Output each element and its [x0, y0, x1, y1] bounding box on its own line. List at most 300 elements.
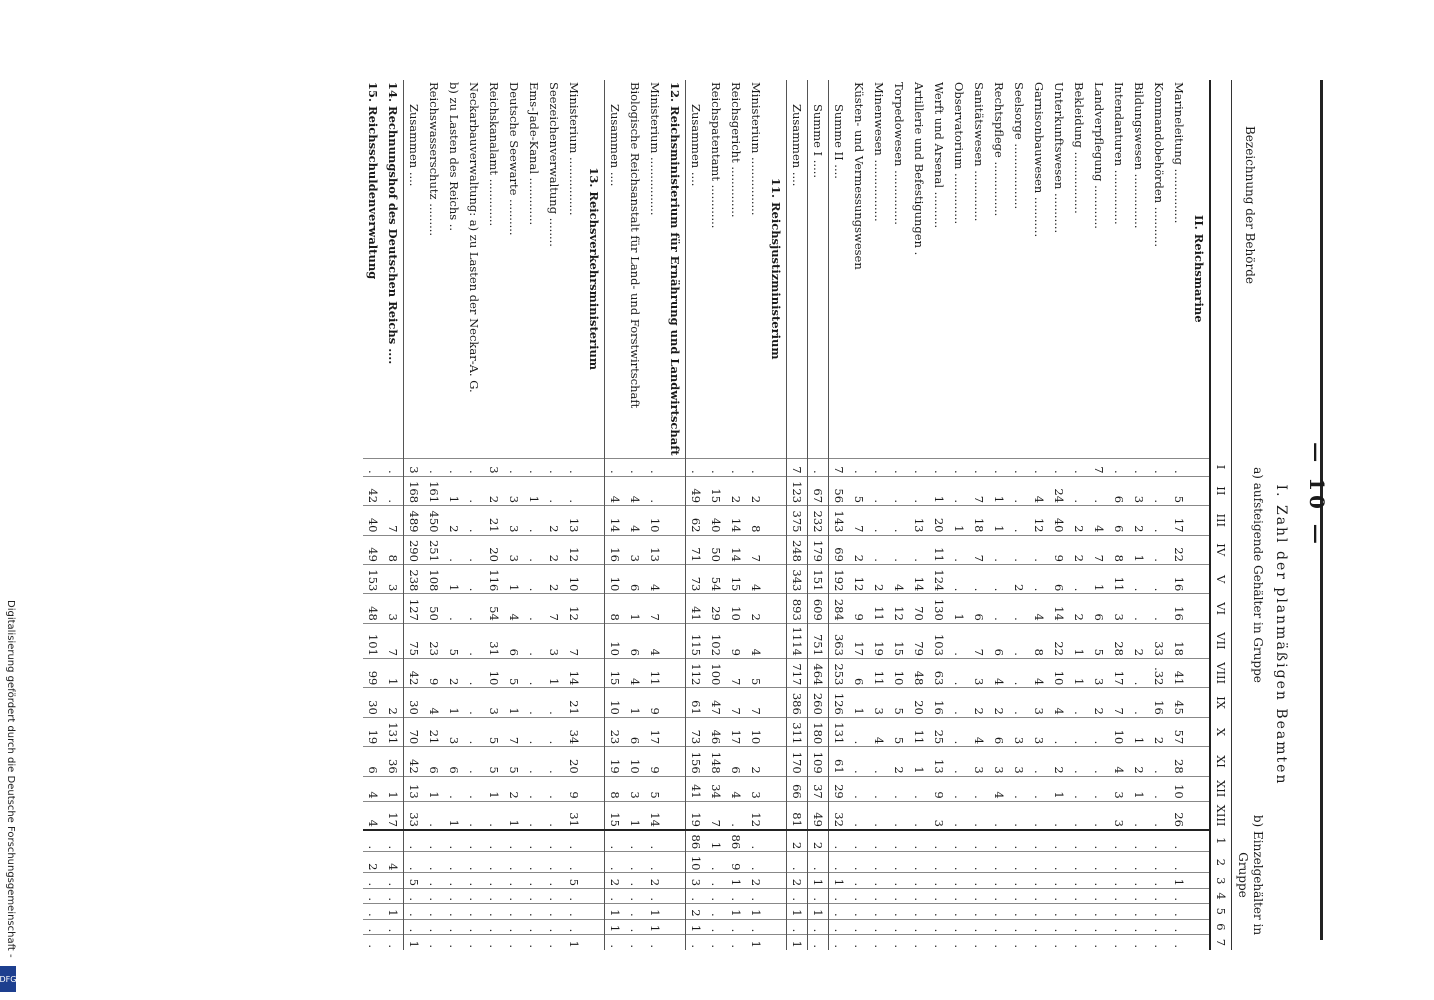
table-cell: 49: [808, 801, 829, 830]
table-cell: .: [949, 873, 969, 889]
table-cell: .: [424, 852, 444, 873]
table-cell: 62: [686, 506, 707, 535]
row-label: Observatorium ..............: [952, 82, 966, 225]
table-cell: 14: [645, 801, 665, 830]
table-cell: 2: [969, 688, 989, 717]
table-cell: .: [564, 919, 584, 935]
table-cell: 3: [625, 535, 645, 564]
table-cell: 108: [424, 564, 444, 593]
table-cell: 34: [564, 717, 584, 746]
table-cell: .: [464, 458, 484, 476]
table-cell: .: [444, 852, 464, 873]
table-cell: .: [1149, 935, 1169, 950]
table-cell: .: [1069, 717, 1089, 746]
table-cell: 1: [787, 903, 808, 919]
table-cell: 4: [1049, 688, 1069, 717]
table-cell: .: [464, 623, 484, 658]
table-cell: .: [1069, 873, 1089, 889]
table-cell: 86: [686, 830, 707, 852]
table-cell: [1189, 506, 1210, 535]
table-cell: 3: [1109, 776, 1129, 801]
table-cell: 86: [726, 830, 746, 852]
table-cell: 6: [363, 747, 383, 776]
table-cell: 12: [889, 594, 909, 623]
table-cell: 4: [645, 564, 665, 593]
table-cell: 1: [524, 476, 544, 505]
table-cell: 7: [726, 688, 746, 717]
row-label: Reichswasserschutz .........: [427, 82, 441, 237]
table-cell: .: [989, 935, 1009, 950]
table-cell: .: [1149, 903, 1169, 919]
table-cell: .: [746, 830, 766, 852]
table-cell: .: [605, 935, 626, 950]
header-col-a: I: [1210, 458, 1232, 476]
table-row: [969, 80, 989, 950]
row-label: Neckarbauverwaltung: a) zu Lasten der Neckar-A. G.: [467, 82, 481, 393]
table-cell: 1: [383, 776, 404, 801]
table-cell: .: [1029, 873, 1049, 889]
table-cell: 311: [787, 717, 808, 746]
table-cell: .: [424, 903, 444, 919]
table-cell: 290: [404, 535, 425, 564]
table-cell: .: [889, 919, 909, 935]
row-label: Seezeichenverwaltung ........: [547, 82, 561, 247]
table-cell: 1: [706, 830, 726, 852]
table-cell: .: [544, 873, 564, 889]
table-cell: .: [1089, 830, 1109, 852]
table-cell: 3: [1009, 717, 1029, 746]
table-cell: 10: [605, 688, 626, 717]
row-label: Summe I .....: [808, 80, 829, 458]
table-cell: .: [869, 889, 889, 904]
table-cell: .: [1009, 889, 1029, 904]
table-cell: .: [1069, 919, 1089, 935]
table-cell: .: [444, 935, 464, 950]
table-cell: 2: [869, 564, 889, 593]
table-row: [849, 80, 869, 950]
table-cell: 2: [787, 873, 808, 889]
table-cell: [584, 830, 605, 852]
table-cell: 54: [484, 594, 504, 623]
table-cell: 10: [726, 594, 746, 623]
table-cell: .: [909, 873, 929, 889]
table-cell: .: [949, 658, 969, 687]
table-cell: .: [1029, 535, 1049, 564]
table-cell: [584, 458, 605, 476]
table-row: [645, 80, 665, 950]
table-cell: .: [949, 830, 969, 852]
table-cell: .: [1029, 919, 1049, 935]
table-cell: .: [889, 889, 909, 904]
table-cell: 33: [404, 801, 425, 830]
table-row: [504, 80, 524, 950]
table-cell: .: [605, 830, 626, 852]
table-cell: .: [484, 889, 504, 904]
table-cell: 3: [969, 747, 989, 776]
table-cell: .: [1029, 801, 1049, 830]
table-cell: 41: [686, 776, 707, 801]
table-cell: 124: [929, 564, 949, 593]
table-cell: 4: [625, 658, 645, 687]
table-cell: .: [889, 903, 909, 919]
table-cell: 17: [383, 801, 404, 830]
table-cell: 8: [1029, 623, 1049, 658]
table-row: [564, 80, 584, 950]
table-cell: [766, 476, 787, 505]
table-cell: [766, 458, 787, 476]
table-cell: 9: [424, 658, 444, 687]
table-cell: .: [444, 830, 464, 852]
row-label: Minenwesen .................: [872, 82, 886, 222]
table-cell: 67: [808, 476, 829, 505]
table-cell: .: [949, 717, 969, 746]
table-cell: 3: [484, 688, 504, 717]
dfg-logo: DFG: [0, 966, 16, 992]
table-cell: .: [929, 903, 949, 919]
table-cell: 7: [544, 594, 564, 623]
table-cell: .: [808, 458, 829, 476]
table-cell: 2: [444, 506, 464, 535]
table-cell: 3: [383, 594, 404, 623]
table-cell: 1: [1069, 658, 1089, 687]
table-cell: .: [524, 776, 544, 801]
table-cell: .: [625, 919, 645, 935]
table-cell: .: [989, 535, 1009, 564]
table-cell: .: [424, 919, 444, 935]
table-cell: [584, 801, 605, 830]
table-cell: [1189, 564, 1210, 593]
table-cell: .: [1169, 889, 1189, 904]
table-cell: 3: [544, 623, 564, 658]
row-label: Seelsorge ..................: [1012, 82, 1026, 210]
table-cell: .: [404, 830, 425, 852]
table-cell: .: [869, 535, 889, 564]
table-cell: .: [524, 506, 544, 535]
table-cell: 7: [383, 506, 404, 535]
table-cell: 4: [1029, 594, 1049, 623]
table-row: [464, 80, 484, 950]
table-cell: .: [464, 830, 484, 852]
table-cell: 70: [404, 717, 425, 746]
table-cell: .: [1149, 458, 1169, 476]
table-cell: 1: [849, 688, 869, 717]
table-cell: 2: [1009, 564, 1029, 593]
table-cell: 5: [444, 623, 464, 658]
table-cell: .: [363, 873, 383, 889]
table-cell: .: [1009, 688, 1029, 717]
row-label: Ministerium ................: [648, 82, 662, 216]
table-cell: 4: [969, 717, 989, 746]
table-cell: 6: [625, 623, 645, 658]
table-cell: 10: [605, 623, 626, 658]
table-cell: 4: [625, 506, 645, 535]
table-cell: [665, 458, 686, 476]
table-cell: .: [1009, 919, 1029, 935]
table-cell: .: [464, 535, 484, 564]
row-label: Artillerie und Befestigungen .: [912, 82, 926, 256]
header-col-a: III: [1210, 506, 1232, 535]
table-cell: .: [383, 476, 404, 505]
table-cell: [766, 919, 787, 935]
table-cell: 3: [1009, 747, 1029, 776]
table-cell: 56: [829, 476, 850, 505]
table-cell: 15: [889, 623, 909, 658]
table-cell: 9: [645, 688, 665, 717]
table-cell: 48: [363, 594, 383, 623]
table-cell: .: [1109, 830, 1129, 852]
table-cell: 10: [889, 658, 909, 687]
table-row: [726, 80, 746, 950]
table-cell: 1: [625, 801, 645, 830]
table-row: [1089, 80, 1109, 950]
table-cell: 4: [625, 476, 645, 505]
table-cell: 66: [787, 776, 808, 801]
table-cell: .: [1069, 776, 1089, 801]
table-cell: .: [889, 476, 909, 505]
table-cell: [766, 747, 787, 776]
table-cell: .: [1069, 830, 1089, 852]
table-cell: [665, 688, 686, 717]
table-cell: .: [645, 476, 665, 505]
table-cell: .: [524, 747, 544, 776]
table-cell: [584, 564, 605, 593]
table-cell: .: [1089, 776, 1109, 801]
table-cell: 42: [363, 476, 383, 505]
table-row: [1189, 80, 1210, 950]
table-cell: 386: [787, 688, 808, 717]
table-cell: .: [645, 830, 665, 852]
table-cell: .: [808, 889, 829, 904]
group-b-heading: b) Einzelgehälter in Gruppe: [1236, 814, 1265, 936]
table-cell: .: [1069, 935, 1089, 950]
table-cell: 4: [889, 564, 909, 593]
table-cell: 2: [1129, 623, 1149, 658]
table-cell: 3: [869, 688, 889, 717]
table-cell: .: [1109, 458, 1129, 476]
table-cell: 40: [1049, 506, 1069, 535]
table-cell: 2: [1069, 535, 1089, 564]
table-cell: .: [909, 535, 929, 564]
table-cell: 6: [444, 747, 464, 776]
table-cell: [766, 801, 787, 830]
table-cell: 30: [404, 688, 425, 717]
table-cell: 3: [504, 476, 524, 505]
table-cell: .: [969, 564, 989, 593]
table-cell: 14: [726, 535, 746, 564]
table-cell: 1: [746, 935, 766, 950]
table-cell: .: [524, 535, 544, 564]
table-cell: .: [808, 852, 829, 873]
row-label: Reichspatentamt ............: [709, 82, 723, 229]
table-cell: 489: [404, 506, 425, 535]
table-cell: 19: [869, 623, 889, 658]
table-cell: 15: [726, 564, 746, 593]
row-label: Werft und Arsenal ..........: [932, 82, 946, 229]
table-cell: 23: [424, 623, 444, 658]
table-cell: 8: [605, 594, 626, 623]
table-cell: 251: [424, 535, 444, 564]
table-cell: .: [464, 747, 484, 776]
table-cell: .: [1109, 919, 1129, 935]
table-cell: .: [808, 935, 829, 950]
table-cell: 3: [484, 458, 504, 476]
table-cell: .: [1149, 476, 1169, 505]
table-cell: 49: [686, 476, 707, 505]
table-cell: .: [544, 476, 564, 505]
table-cell: .: [524, 873, 544, 889]
table-row: [404, 80, 425, 950]
table-cell: 3: [404, 458, 425, 476]
table-cell: 24: [1049, 476, 1069, 505]
row-label: Reichsgericht ..............: [729, 82, 743, 218]
table-cell: 10: [1049, 658, 1069, 687]
table-cell: .: [726, 935, 746, 950]
table-cell: .: [524, 594, 544, 623]
table-cell: 1: [1129, 776, 1149, 801]
table-cell: .: [1129, 935, 1149, 950]
table-cell: [766, 623, 787, 658]
header-col-a: VII: [1210, 623, 1232, 658]
rotated-table-page: [117, 40, 1327, 950]
table-cell: [665, 594, 686, 623]
table-cell: [584, 852, 605, 873]
table-row: [1149, 80, 1169, 950]
table-cell: 63: [929, 658, 949, 687]
table-cell: 284: [829, 594, 850, 623]
table-cell: 3: [1029, 688, 1049, 717]
table-cell: .: [746, 852, 766, 873]
column-title-authority: Bezeichnung der Behörde: [1243, 125, 1257, 285]
table-cell: 2: [544, 564, 564, 593]
table-row: [665, 80, 686, 950]
table-cell: 70: [909, 594, 929, 623]
table-cell: .: [889, 830, 909, 852]
table-cell: .: [686, 458, 707, 476]
table-cell: 5: [484, 717, 504, 746]
table-cell: .: [889, 506, 909, 535]
row-label: Garnisonbauwesen ...........: [1032, 82, 1046, 238]
row-label: Ministerium ................: [567, 82, 581, 216]
table-cell: .: [1069, 564, 1089, 593]
table-cell: .: [1169, 852, 1189, 873]
table-cell: 2: [1129, 506, 1149, 535]
table-cell: 464: [808, 658, 829, 687]
table-cell: 26: [1169, 801, 1189, 830]
table-cell: 143: [829, 506, 850, 535]
table-cell: 2: [686, 903, 707, 919]
group-a-heading: a) aufsteigende Gehälter in Gruppe: [1251, 467, 1265, 683]
table-cell: 363: [829, 623, 850, 658]
table-cell: 2: [726, 476, 746, 505]
table-cell: .: [849, 801, 869, 830]
table-cell: .: [1129, 873, 1149, 889]
table-cell: .: [969, 903, 989, 919]
table-cell: .: [424, 889, 444, 904]
table-cell: .: [383, 889, 404, 904]
table-cell: [584, 889, 605, 904]
table-cell: .: [1029, 747, 1049, 776]
table-cell: 37: [808, 776, 829, 801]
table-cell: .: [869, 506, 889, 535]
table-cell: 6: [625, 564, 645, 593]
table-cell: 16: [1169, 564, 1189, 593]
table-cell: 2: [746, 747, 766, 776]
table-cell: 20: [484, 535, 504, 564]
table-cell: 13: [909, 506, 929, 535]
table-cell: 1: [929, 476, 949, 505]
row-label: Kommandobehörden ...........: [1152, 82, 1166, 247]
table-cell: 17: [726, 717, 746, 746]
table-cell: 7: [969, 535, 989, 564]
table-cell: 2: [544, 535, 564, 564]
table-cell: .: [464, 564, 484, 593]
table-row: [1069, 80, 1089, 950]
table-cell: .: [1149, 873, 1169, 889]
table-cell: 28: [1169, 747, 1189, 776]
table-cell: [584, 747, 605, 776]
table-cell: 4: [989, 658, 1009, 687]
table-cell: .: [849, 873, 869, 889]
table-cell: 3: [383, 564, 404, 593]
table-cell: 5: [746, 658, 766, 687]
table-cell: .: [869, 852, 889, 873]
table-cell: .: [1069, 889, 1089, 904]
table-cell: 3: [1109, 801, 1129, 830]
table-cell: .: [524, 688, 544, 717]
table-cell: .: [989, 919, 1009, 935]
table-cell: 13: [564, 506, 584, 535]
table-cell: .: [1089, 476, 1109, 505]
table-cell: .: [1049, 830, 1069, 852]
table-cell: 7: [746, 688, 766, 717]
table-cell: [1189, 594, 1210, 623]
table-row: [383, 80, 404, 950]
header-col-b: 3: [1210, 873, 1232, 889]
table-cell: [766, 688, 787, 717]
table-cell: .: [1009, 801, 1029, 830]
table-cell: [665, 564, 686, 593]
table-cell: 3: [746, 776, 766, 801]
table-cell: 151: [808, 564, 829, 593]
table-cell: .: [444, 903, 464, 919]
header-col-b: 7: [1210, 935, 1232, 950]
digitization-note-text: Digitalisierung gefördert durch die Deutsche Forschungsgemeinschaft -: [5, 600, 16, 958]
table-cell: 16: [1149, 688, 1169, 717]
table-cell: 153: [363, 564, 383, 593]
row-label: Rechtspflege ...............: [992, 82, 1006, 217]
table-cell: 7: [969, 623, 989, 658]
table-cell: .: [1169, 830, 1189, 852]
table-cell: 2: [363, 852, 383, 873]
table-cell: .: [1149, 919, 1169, 935]
table-cell: .: [464, 889, 484, 904]
table-cell: .: [1109, 889, 1129, 904]
table-cell: 10: [1109, 717, 1129, 746]
table-cell: .: [1049, 852, 1069, 873]
table-cell: .: [889, 935, 909, 950]
table-cell: 6: [726, 747, 746, 776]
table-cell: 1: [504, 688, 524, 717]
header-col-b: 1: [1210, 830, 1232, 852]
table-cell: 7: [706, 801, 726, 830]
table-cell: [1189, 623, 1210, 658]
table-cell: .: [1109, 935, 1129, 950]
table-cell: .: [1009, 506, 1029, 535]
table-cell: .: [726, 801, 746, 830]
table-cell: 116: [484, 564, 504, 593]
table-cell: 8: [1109, 535, 1129, 564]
table-cell: 11: [909, 717, 929, 746]
